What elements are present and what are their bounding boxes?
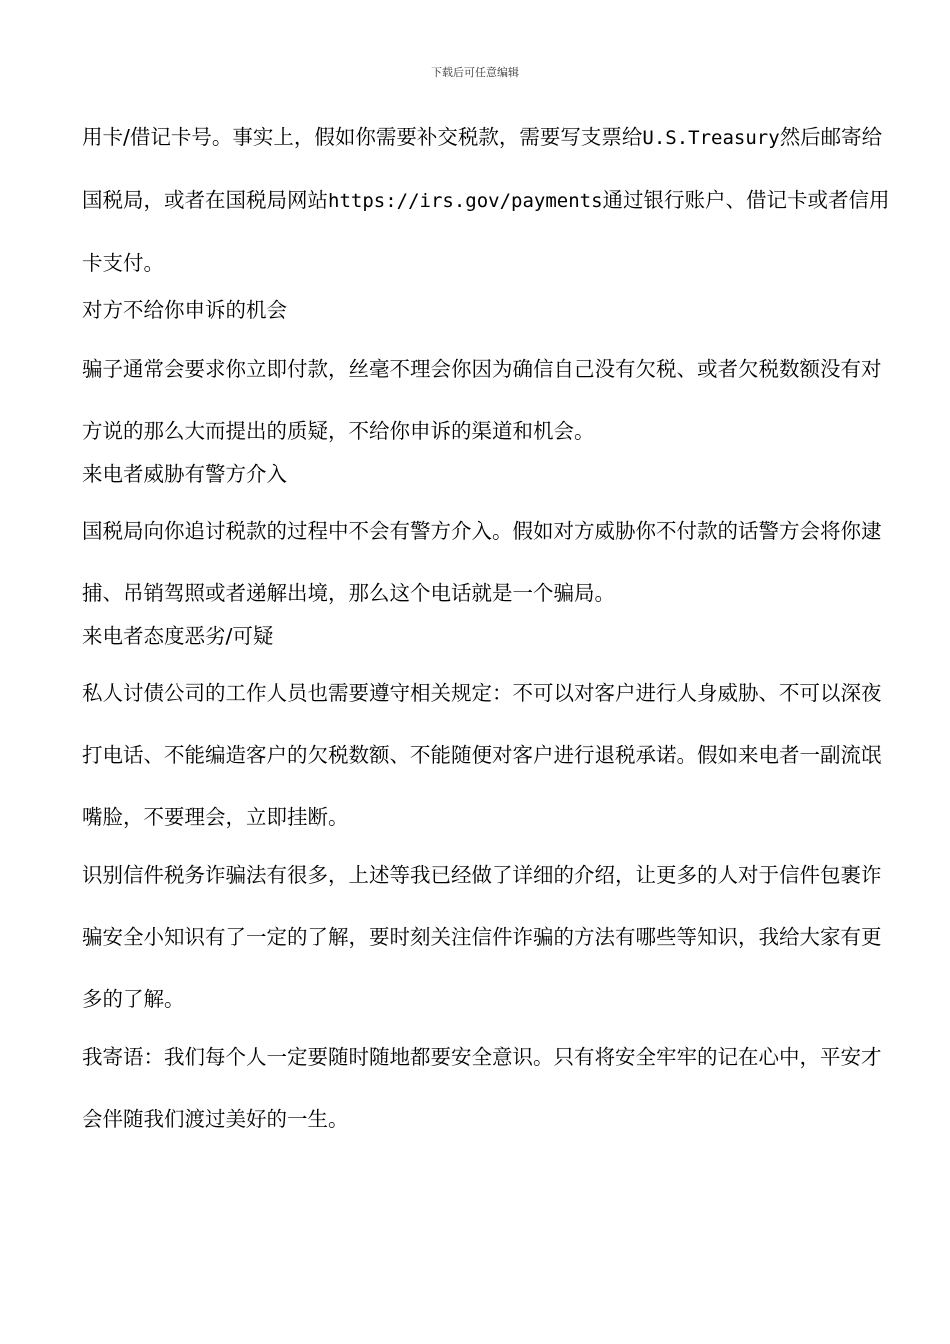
paragraph-payment-methods [82,106,892,294]
page-header: 下载后可任意编辑 [431,66,519,79]
irs-url-text: https://irs.gov/payments [328,190,603,212]
paragraph-text: 然后邮寄给国税局，或者在国税局网站 [82,125,883,212]
paragraph-no-appeal: 骗子通常会要求你立即付款，丝毫不理会你因为确信自己没有欠税、或者欠税数额没有对方说的那么大而提出的质疑，不给你申诉的渠道和机会。 [82,357,882,443]
document-body [82,120,892,1150]
section-heading-police-threat: 来电者威胁有警方介入 [82,462,287,486]
paragraph-bad-attitude: 私人讨债公司的工作人员也需要遵守相关规定：不可以对客户进行人身威胁、不可以深夜打电话、不能编造客户的欠税数额、不能随便对客户进行退税承诺。假如来电者一副流氓嘴脸，不要理会，立即挂断。 [82,681,882,829]
paragraph-closing: 我寄语：我们每个人一定要随时随地都要安全意识。只有将安全牢牢的记在心中，平安才会伴随我们渡过美好的一生。 [82,1045,882,1131]
paragraph-summary: 识别信件税务诈骗法有很多，上述等我已经做了详细的介绍，让更多的人对于信件包裹诈骗安全小知识有了一定的了解，要时刻关注信件诈骗的方法有哪些等知识，我给大家有更多的了解。 [82,863,882,1011]
section-heading-no-appeal: 对方不给你申诉的机会 [82,298,287,322]
paragraph-text: 用卡/借记卡号。事实上，假如你需要补交税款，需要写支票给 [82,125,643,149]
treasury-text: U.S.Treasury [642,127,780,149]
paragraph-police-threat: 国税局向你追讨税款的过程中不会有警方介入。假如对方威胁你不付款的话警方会将你逮捕、吊销驾照或者递解出境，那么这个电话就是一个骗局。 [82,519,882,605]
paragraph-text: 通过银行账户、借记卡或者信用卡支付。 [82,188,890,275]
section-heading-bad-attitude: 来电者态度恶劣/可疑 [82,624,274,648]
